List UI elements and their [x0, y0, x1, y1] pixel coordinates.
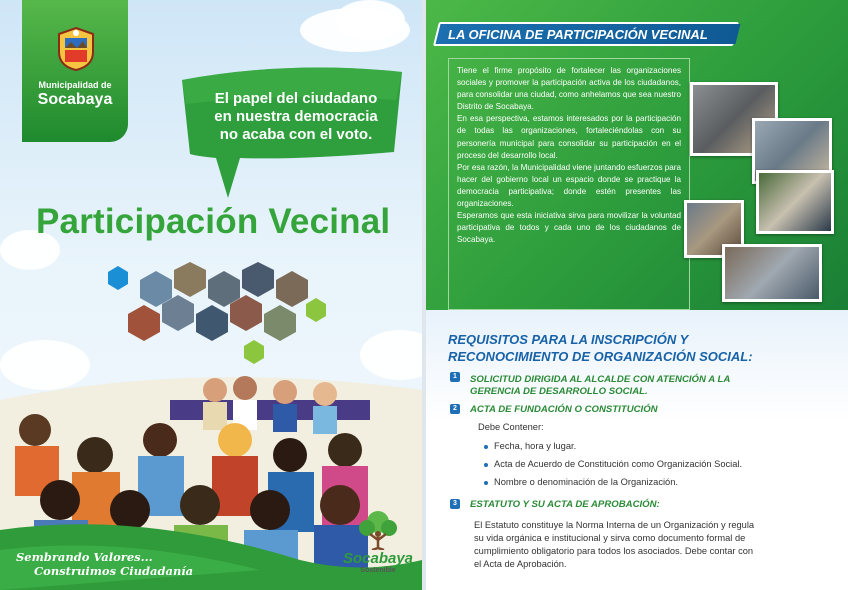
requirement-2: ACTA DE FUNDACIÓN O CONSTITUCIÓN — [470, 404, 658, 415]
requirements-title-line: REQUISITOS PARA LA INSCRIPCIÓN Y — [448, 332, 689, 347]
tree-person-icon — [354, 510, 402, 550]
municipality-name: Socabaya — [37, 91, 113, 108]
number-badge: 1 — [450, 372, 460, 382]
requirements-title-line: RECONOCIMIENTO DE ORGANIZACIÓN SOCIAL: — [448, 349, 753, 364]
right-page — [426, 0, 848, 590]
list-item: Fecha, hora y lugar. — [494, 441, 577, 451]
speech-bubble-text — [196, 90, 396, 144]
description-line: El Estatuto constituye la Norma Interna de un Organización y regula — [474, 520, 755, 530]
intro-text-box — [448, 58, 690, 310]
number-badge: 2 — [450, 404, 460, 414]
left-page — [0, 0, 422, 590]
page-title: Participación Vecinal — [36, 202, 391, 241]
bubble-line: en nuestra democracia — [214, 108, 378, 125]
description-line: su vida orgánica e institucional y sirva como documento formal de — [474, 533, 746, 543]
slogan-line: Construimos Ciudadanía — [34, 564, 194, 578]
requirement-line: GERENCIA DE DESARROLLO SOCIAL. — [470, 386, 648, 397]
requirement-line: SOLICITUD DIRIGIDA AL ALCALDE CON ATENCIÓN A LA — [470, 374, 731, 385]
requirement-2-intro: Debe Contener: — [478, 422, 544, 432]
intro-paragraph: Por esa razón, la Municipalidad viene juntando esfuerzos para hacer del gobierno local un espacio donde se practique la democracia participativa; donde estén presentes las organizaciones. — [457, 162, 681, 209]
description-line: cumplimiento obligatorio para todos los asociados. Debe contar con — [474, 546, 754, 556]
description-line: el Acta de Aprobación. — [474, 559, 567, 569]
photo-collage — [684, 78, 848, 304]
section-heading: LA OFICINA DE PARTICIPACIÓN VECINAL — [448, 27, 708, 42]
number-badge: 3 — [450, 499, 460, 509]
list-item: Nombre o denominación de la Organización. — [494, 477, 678, 487]
list-item: Acta de Acuerdo de Constitución como Organización Social. — [494, 459, 743, 469]
requirement-3-description — [474, 519, 846, 571]
bubble-line: El papel del ciudadano — [214, 90, 378, 107]
bubble-line: no acaba con el voto. — [219, 126, 373, 143]
municipality-label: Municipalidad de — [38, 80, 112, 90]
intro-paragraph: Tiene el firme propósito de fortalecer las organizaciones sociales y promover la participación activa de los ciudadanos, para consolidar una ciudad, como anhelamos que sea nuestro Distrito de Socabaya. — [457, 66, 681, 112]
requirement-1 — [470, 374, 730, 398]
meeting-photo — [756, 170, 834, 234]
requirement-3: ESTATUTO Y SU ACTA DE APROBACIÓN: — [470, 499, 660, 510]
photo-hexagon-collage — [100, 262, 340, 372]
slogan-line: Sembrando Valores... — [16, 550, 153, 564]
intro-paragraph: Esperamos que esta iniciativa sirva para movilizar la voluntad participativa de todos y cada uno de los ciudadanos de Socabaya. — [457, 211, 681, 245]
logo-name: Socabaya — [342, 550, 414, 567]
crowd-photo — [722, 244, 822, 302]
slogan — [16, 550, 193, 578]
logo-subtitle: Sostenible — [360, 567, 396, 574]
socabaya-sostenible-logo — [338, 510, 418, 584]
requirements-title — [448, 331, 753, 365]
intro-paragraph: En esa perspectiva, estamos interesados por la participación de todas las organizaciones, fortaleciéndolas con su personería municipal para consolidar su participación en el proceso del desarrollo local. — [457, 114, 681, 160]
